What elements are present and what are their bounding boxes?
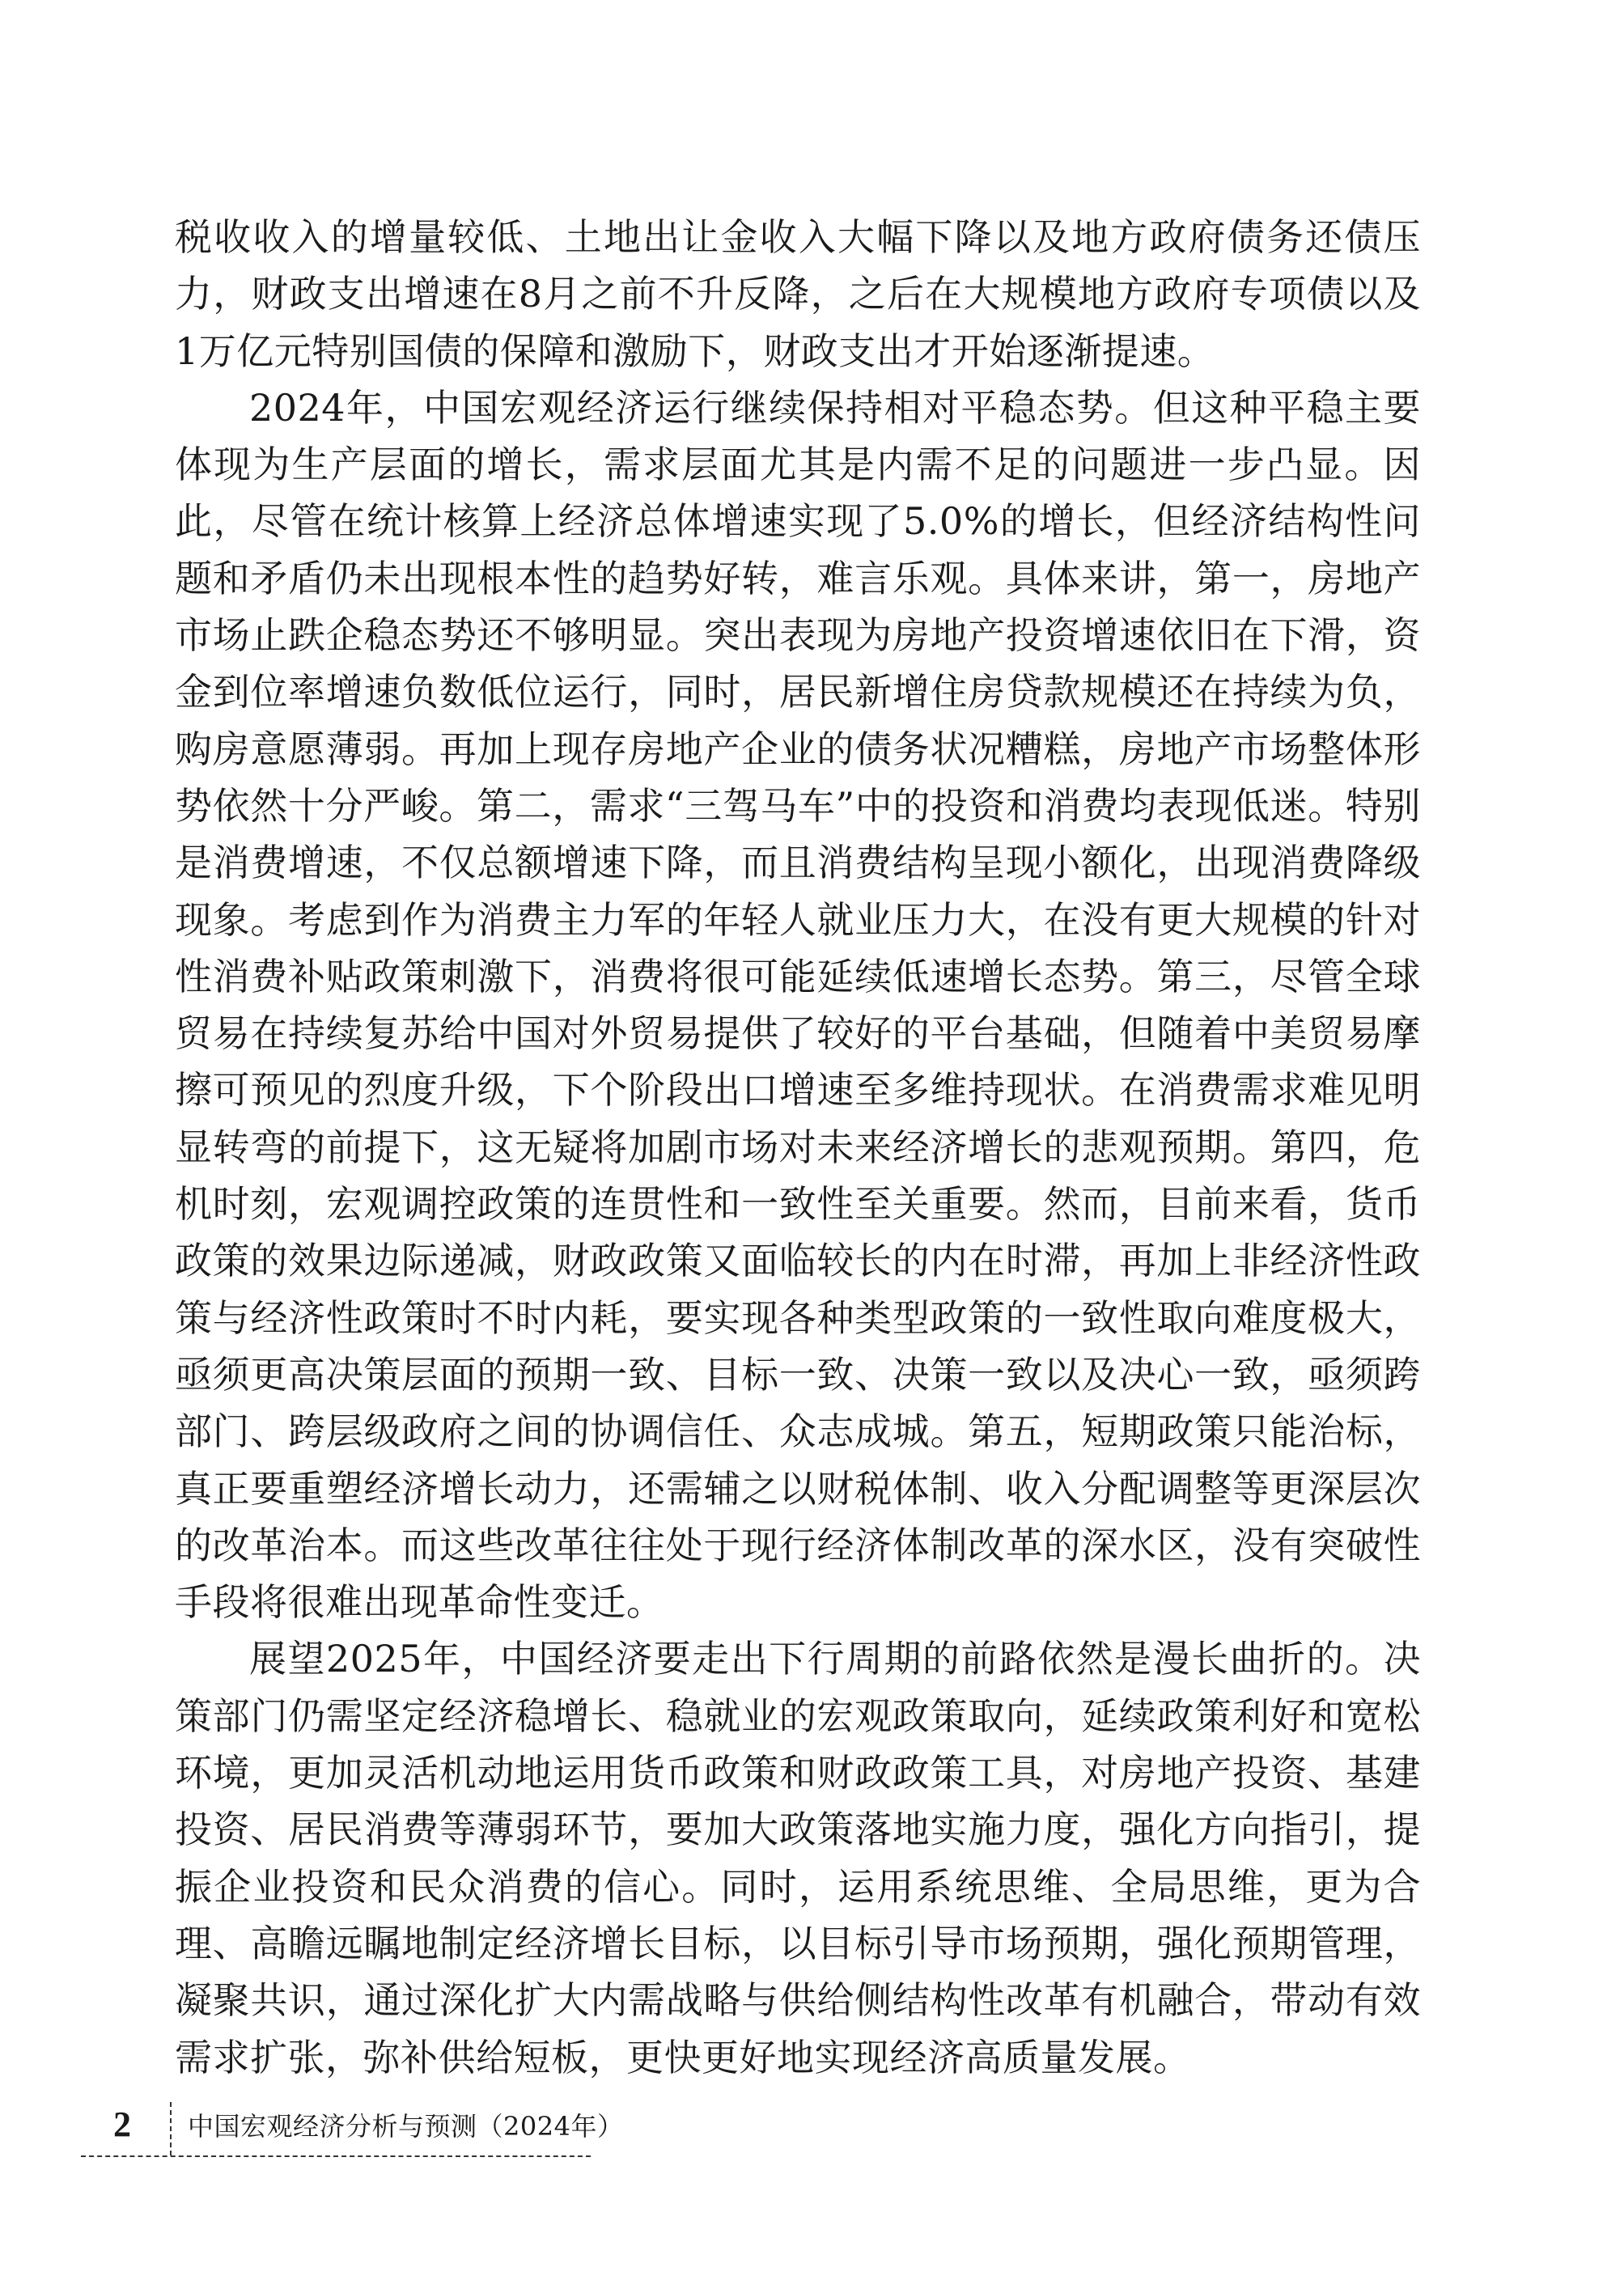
footer-vertical-divider: [170, 2102, 172, 2155]
paragraph-continued: 税收收入的增量较低、土地出让金收入大幅下降以及地方政府债务还债压力，财政支出增速在8月之前不升反降，之后在大规模地方政府专项债以及1万亿元特别国债的保障和激励下，财政支出才开始逐渐提速。: [175, 215, 1421, 373]
body-text: [175, 209, 1421, 2086]
page-number: 2: [113, 2104, 131, 2144]
paragraph-2024-overview: 2024年，中国宏观经济运行继续保持相对平稳态势。但这种平稳主要体现为生产层面的增长，需求层面尤其是内需不足的问题进一步凸显。因此，尽管在统计核算上经济总体增速实现了5.0%的增长，但经济结构性问题和矛盾仍未出现根本性的趋势好转，难言乐观。具体来讲，第一，房地产市场止跌企稳态势还不够明显。突出表现为房地产投资增速依旧在下滑，资金到位率增速负数低位运行，同时，居民新增住房贷款规模还在持续为负，购房意愿薄弱。再加上现存房地产企业的债务状况糟糕，房地产市场整体形势依然十分严峻。第二，需求“三驾马车”中的投资和消费均表现低迷。特别是消费增速，不仅总额增速下降，而且消费结构呈现小额化，出现消费降级现象。考虑到作为消费主力军的年轻人就业压力大，在没有更大规模的针对性消费补贴政策刺激下，消费将很可能延续低速增长态势。第三，尽管全球贸易在持续复苏给中国对外贸易提供了较好的平台基础，但随着中美贸易摩擦可预见的烈度升级，下个阶段出口增速至多维持现状。在消费需求难见明显转弯的前提下，这无疑将加剧市场对未来经济增长的悲观预期。第四，危机时刻，宏观调控政策的连贯性和一致性至关重要。然而，目前来看，货币政策的效果边际递减，财政政策又面临较长的内在时滞，再加上非经济性政策与经济性政策时不时内耗，要实现各种类型政策的一致性取向难度极大，亟须更高决策层面的预期一致、目标一致、决策一致以及决心一致，亟须跨部门、跨层级政府之间的协调信任、众志成城。第五，短期政策只能治标，真正要重塑经济增长动力，还需辅之以财税体制、收入分配调整等更深层次的改革治本。而这些改革往往处于现行经济体制改革的深水区，没有突破性手段将很难出现革命性变迁。: [175, 385, 1421, 1625]
running-title: 中国宏观经济分析与预测（2024年）: [188, 2111, 624, 2142]
page-footer: [81, 2096, 624, 2162]
footer-horizontal-divider: [81, 2155, 591, 2157]
paragraph-2025-outlook: 展望2025年，中国经济要走出下行周期的前路依然是漫长曲折的。决策部门仍需坚定经济稳增长、稳就业的宏观政策取向，延续政策利好和宽松环境，更加灵活机动地运用货币政策和财政政策工具，对房地产投资、基建投资、居民消费等薄弱环节，要加大政策落地实施力度，强化方向指引，提振企业投资和民众消费的信心。同时，运用系统思维、全局思维，更为合理、高瞻远瞩地制定经济增长目标，以目标引导市场预期，强化预期管理，凝聚共识，通过深化扩大内需战略与供给侧结构性改革有机融合，带动有效需求扩张，弥补供给短板，更快更好地实现经济高质量发展。: [175, 1637, 1421, 2079]
